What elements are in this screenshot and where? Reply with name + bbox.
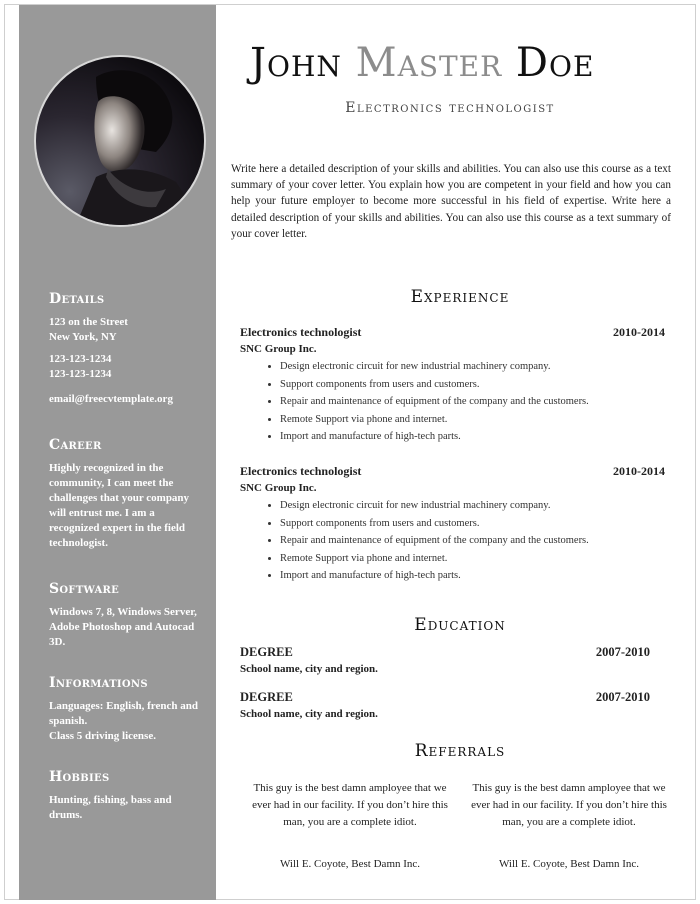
phone-1: 123-123-1234 [49, 353, 112, 365]
duty-item: • Design electronic circuit for new industrial machinery company. [280, 358, 665, 376]
education-entry [240, 645, 650, 675]
referral-text: This guy is the best damn amployee that we ever had in our facility. If you don’t hire this man, you are a complete idiot. [471, 782, 667, 828]
degree: DEGREE [240, 645, 293, 659]
duty-item: • Remote Support via phone and internet. [280, 550, 665, 568]
job-role: Electronics technologist [240, 325, 362, 339]
software-text: Windows 7, 8, Windows Server, Adobe Photoshop and Autocad 3D. [49, 606, 197, 648]
job-duties [240, 358, 665, 446]
address-line-2: New York, NY [49, 331, 117, 343]
hobbies-text: Hunting, fishing, bass and drums. [49, 794, 172, 821]
job-role: Electronics technologist [240, 464, 362, 478]
experience-heading: Experience [410, 287, 510, 307]
career-section [49, 437, 199, 551]
referral-signature: Will E. Coyote, Best Damn Inc. [498, 858, 640, 870]
full-name [250, 40, 670, 86]
school-name: School name, city and region. [240, 708, 378, 720]
job-entry [240, 325, 665, 446]
career-heading: Career [49, 437, 102, 453]
middle-name: Master [355, 40, 503, 86]
referral-signature: Will E. Coyote, Best Damn Inc. [279, 858, 421, 870]
career-text: Highly recognized in the community, I can meet the challenges that your company will entrust me. I am a recognized expert in the field technologist. [49, 462, 190, 549]
duty-item: • Import and manufacture of high-tech parts. [280, 428, 665, 446]
job-years: 2010-2014 [613, 325, 665, 339]
job-company: SNC Group Inc. [240, 343, 317, 355]
first-name: John [250, 40, 342, 86]
duty-item: • Support components from users and customers. [280, 515, 665, 533]
profile-photo [34, 55, 206, 227]
duty-item: • Support components from users and customers. [280, 376, 665, 394]
job-entry [240, 464, 665, 585]
duty-item: • Import and manufacture of high-tech parts. [280, 567, 665, 585]
languages-text: Languages: English, french and spanish. [49, 700, 198, 727]
software-section [49, 581, 199, 650]
degree-years: 2007-2010 [595, 645, 650, 659]
referral-card [464, 780, 674, 870]
job-title: Electronics technologist [345, 100, 555, 116]
degree: DEGREE [240, 690, 293, 704]
details-heading: Details [49, 291, 105, 307]
job-company: SNC Group Inc. [240, 482, 317, 494]
duty-item: • Remote Support via phone and internet. [280, 411, 665, 429]
referral-text: This guy is the best damn amployee that we ever had in our facility. If you don’t hire this man, you are a complete idiot. [252, 782, 448, 828]
degree-years: 2007-2010 [595, 690, 650, 704]
phone-2: 123-123-1234 [49, 368, 112, 380]
details-section [49, 291, 199, 407]
informations-heading: Informations [49, 675, 148, 691]
summary-paragraph: Write here a detailed description of your skills and abilities. You can also use this course as a text summary of your cover letter. You explain how you are competent in your field and how you can help your future employer to become more successful in his field of expertise. Write here a detailed description of your skills and abilities. You can also use this course as a text summary of your cover letter. [231, 163, 671, 240]
referrals-heading: Referrals [414, 741, 506, 761]
job-duties [240, 497, 665, 585]
duty-item: • Design electronic circuit for new industrial machinery company. [280, 497, 665, 515]
hobbies-section [49, 769, 199, 823]
education-entry [240, 690, 650, 720]
job-years: 2010-2014 [613, 464, 665, 478]
duty-item: • Repair and maintenance of equipment of the company and the customers. [280, 393, 665, 411]
referral-card [245, 780, 455, 870]
informations-section [49, 675, 199, 744]
education-heading: Education [414, 615, 506, 635]
duty-item: • Repair and maintenance of equipment of the company and the customers. [280, 532, 665, 550]
license-text: Class 5 driving license. [49, 730, 156, 742]
software-heading: Software [49, 581, 120, 597]
last-name: Doe [515, 40, 595, 86]
email: email@freecvtemplate.org [49, 393, 173, 405]
address-line-1: 123 on the Street [49, 316, 128, 328]
hobbies-heading: Hobbies [49, 769, 110, 785]
school-name: School name, city and region. [240, 663, 378, 675]
